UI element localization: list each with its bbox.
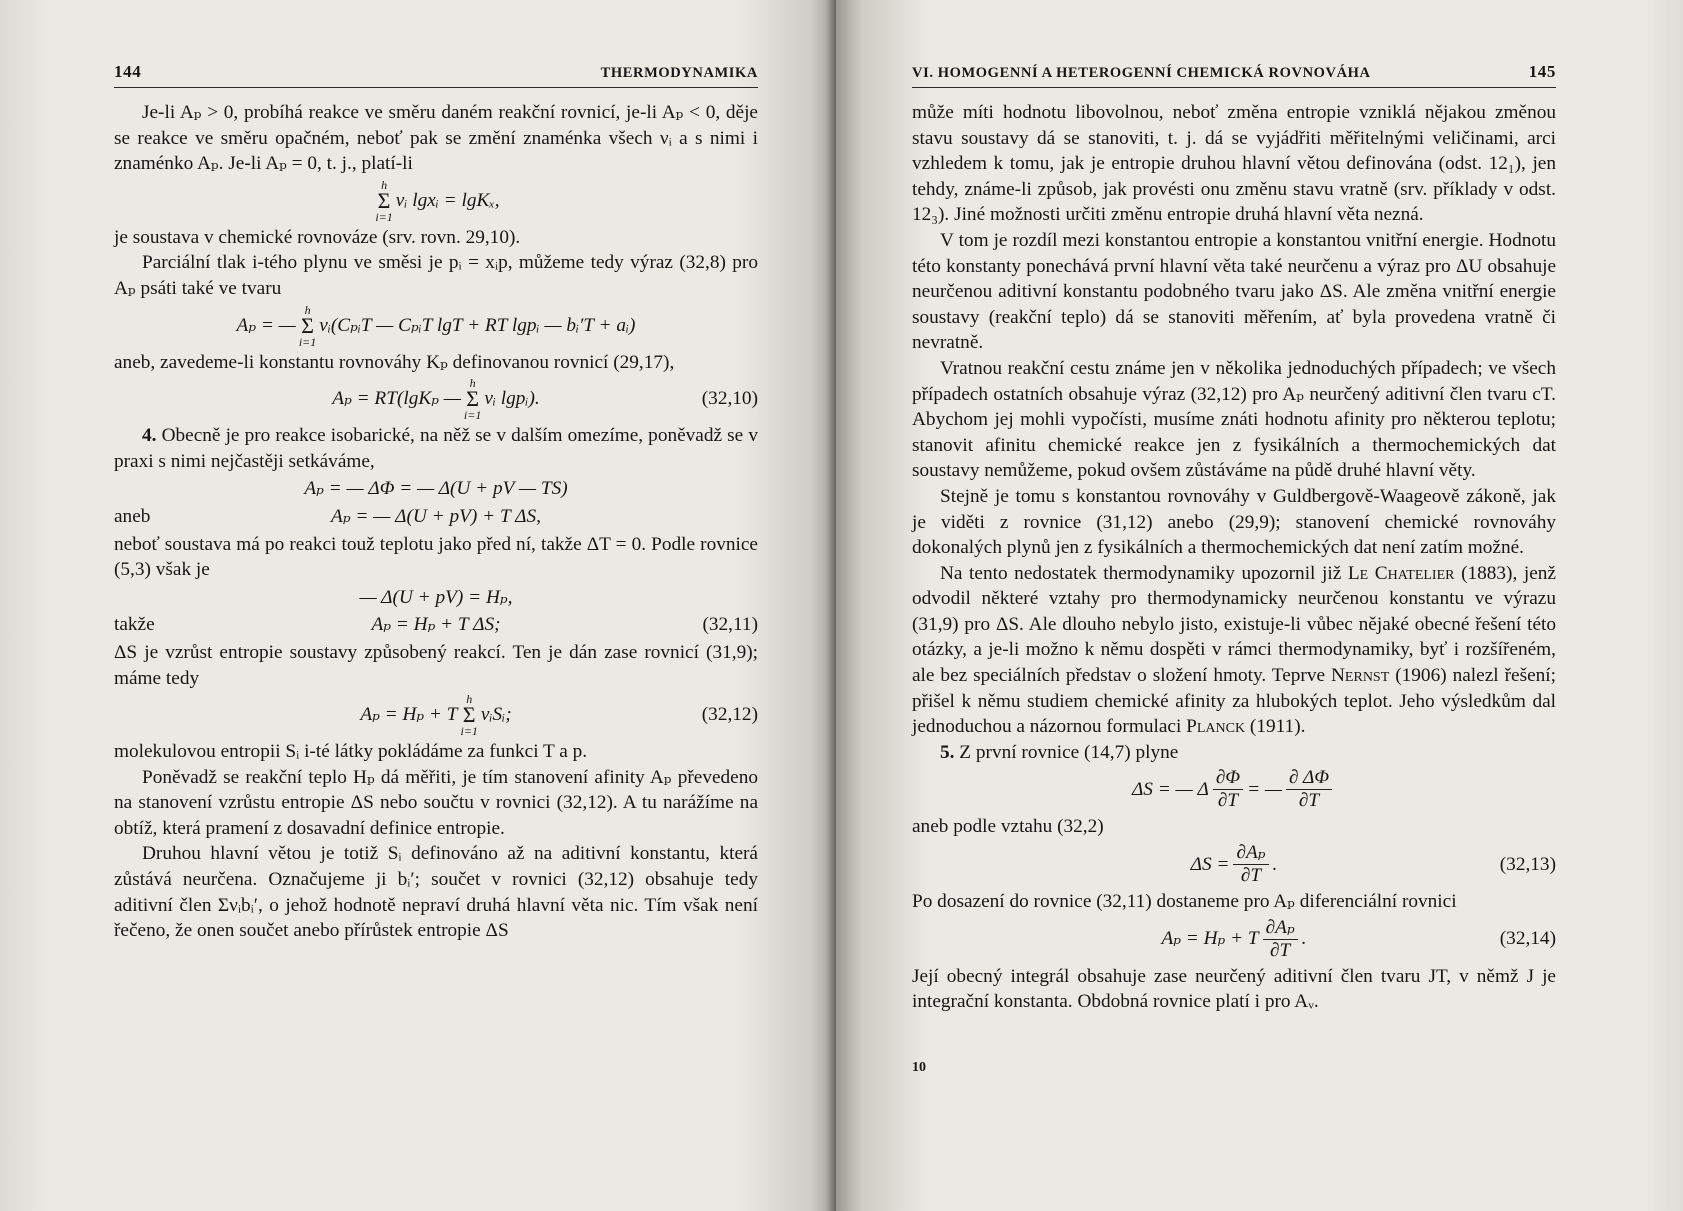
formula-32-13: ΔS = $\frac{\text{∂Aₚ}}{\partial T}$ . (32,13): [1190, 842, 1556, 887]
section-number: 4.: [142, 425, 157, 447]
equation-number: (32,14): [1499, 928, 1556, 950]
right-paragraph-7: aneb podle vztahu (32,2): [912, 816, 1104, 838]
formula-equilibrium: [114, 179, 758, 223]
left-paragraph-1: Je-li Aₚ > 0, probíhá reakce ve směru daném reakční rovnicí, je-li Aₚ < 0, děje se reakce ve směru opačném, neboť pak se změní znaménka všech νᵢ a s nimi i znaménko Aₚ. Je-li Aₚ = 0, t. j., platí-li: [114, 102, 758, 175]
left-page: [0, 0, 836, 1211]
formula-32-14: Aₚ = Hₚ + T $\frac{\text{∂Aₚ}}{\partial T}$ . (32,14): [1161, 916, 1556, 961]
right-paragraph-4: Stejně je tomu s konstantou rovnováhy v Guldbergově-Waageově zákoně, jak je viděti z rovnice (31,12) anebo (29,9); stanovení chemické rovnováhy dokonalých plynů jen z fysikálních a thermochemických dat není zatím možné.: [912, 485, 1556, 559]
left-paragraph-4: aneb, zavedeme-li konstantu rovnováhy Kₚ definovanou rovnicí (29,17),: [114, 351, 675, 373]
author-name: Le Chatelier: [1347, 562, 1455, 584]
left-paragraph-10: Druhou hlavní větou je totiž Sᵢ definováno až na aditivní konstantu, která zůstává neurčena. Označujeme ji bᵢ′; součet v rovnici (32,12) obsahuje tedy aditivní člen Σνᵢbᵢ′, o jehož hodnotě nepraví druhá hlavní věta nic. Tím však není řečeno, že onen součet anebo přírůstek entropie ΔS: [114, 843, 758, 942]
left-running-title: THERMODYNAMIKA: [600, 65, 758, 81]
left-paragraph-2: je soustava v chemické rovnováze (srv. rovn. 29,10).: [114, 226, 521, 248]
formula-1-text: νᵢ lgxᵢ = lgKₓ,: [395, 189, 500, 211]
left-paragraph-6: neboť soustava má po reakci touž teplotu jako před ní, takže ΔT = 0. Podle rovnice (5,3) však je: [114, 533, 758, 581]
right-paragraph-3: Vratnou reakční cestu známe jen v několika jednoduchých případech; ve všech případech ostatních obsahuje výraz (32,12) pro Aₚ neurčený aditivní člen tvaru cT. Abychom jej mohli vypočísti, musíme znáti hodnotu afinity pro některou teplotu; stanovit afinitu chemické reakce jen z fysikálních a thermochemických dat soustavy nemůžeme, pokud ovšem zůstáváme na půdě druhé hlavní věty.: [912, 357, 1556, 482]
right-page: [836, 0, 1683, 1211]
fraction: $\frac{\partial \Delta\Phi}{\partial T}$: [1286, 767, 1332, 812]
formula-isobaric-2: aneb Aₚ = — Δ(U + pV) + T ΔS,: [114, 504, 758, 530]
right-page-header: [912, 62, 1556, 88]
fraction: $\frac{\partial\Phi}{\partial T}$: [1213, 767, 1243, 812]
formula-entropy-derivative: ΔS = — Δ $\frac{\partial\Phi}{\partial T}$ = — $\frac{\partial \Delta\Phi}{\partial T}$: [912, 767, 1556, 812]
formula-isobaric-1: Aₚ = — ΔΦ = — Δ(U + pV — TS): [304, 478, 568, 500]
left-paragraph-5: 4. Obecně je pro reakce isobarické, na něž se v dalším omezíme, poněvadž se v praxi s nimi nejčastěji setkáváme,: [114, 425, 758, 472]
fraction: $\frac{\text{∂Aₚ}}{\partial T}$: [1263, 917, 1298, 962]
left-page-content: [114, 62, 758, 944]
formula-2-rhs: νᵢ(CₚᵢT — CₚᵢT lgT + RT lgpᵢ — bᵢ′T + aᵢ): [319, 314, 636, 336]
formula-affinity-expanded: [114, 304, 758, 348]
equation-number: (32,11): [702, 614, 758, 636]
author-name: Nernst: [1331, 665, 1390, 687]
right-running-title: VI. HOMOGENNÍ A HETEROGENNÍ CHEMICKÁ ROVNOVÁHA: [912, 65, 1371, 81]
sum-symbol: h Σ i=1: [298, 302, 317, 349]
takze-label: takže: [114, 614, 155, 636]
formula-32-11: takže Aₚ = Hₚ + T ΔS; (32,11): [114, 612, 758, 638]
right-page-number: 145: [1528, 62, 1556, 81]
aneb-label: aneb: [114, 505, 151, 527]
signature-mark: 10: [912, 1059, 926, 1075]
sum-symbol: h Σ i=1: [463, 376, 482, 423]
left-paragraph-3: Parciální tlak i-tého plynu ve směsi je pᵢ = xᵢp, můžeme tedy výraz (32,8) pro Aₚ psáti také ve tvaru: [114, 252, 758, 299]
equation-number: (32,12): [701, 704, 758, 726]
right-page-text: [912, 100, 1556, 1080]
formula-3-rhs: νᵢ lgpᵢ).: [484, 388, 540, 410]
right-paragraph-9: Její obecný integrál obsahuje zase neurčený aditivní člen tvaru JT, v němž J je integrační konstanta. Obdobná rovnice platí i pro Aᵥ.: [912, 965, 1556, 1013]
right-paragraph-8: Po dosazení do rovnice (32,11) dostaneme pro Aₚ diferenciální rovnici: [912, 891, 1457, 913]
right-paragraph-6: 5. Z první rovnice (14,7) plyne: [940, 741, 1179, 763]
fraction: $\frac{\text{∂Aₚ}}{\partial T}$: [1233, 842, 1268, 887]
right-paragraph-5: Na tento nedostatek thermodynamiky upozornil již Le Chatelier (1883), jenž odvodil některé vztahy pro thermodynamicky neurčenou konstantu ve výrazu (31,9) pro ΔS. Ale dlouho nebylo jisto, existuje-li vůbec nějaké obecné řešení této otázky, a je-li možno k němu dospěti v rámci thermodynamiky, byť i rozšířeném, ale bez speciálních představ o složení hmoty. Teprve Nernst (1906) nalezl řešení; přišel k němu studiem chemické afinity za hlubokých teplot. Jeho výsledkům dal jednoduchou a názornou formulaci Planck (1911).: [912, 562, 1556, 738]
equation-number: (32,10): [701, 388, 758, 410]
formula-2-lhs: Aₚ = —: [236, 314, 296, 336]
left-paragraph-8: molekulovou entropii Sᵢ i-té látky pokládáme za funkci T a p.: [114, 741, 588, 763]
equation-number: (32,13): [1499, 853, 1556, 875]
formula-enthalpy: — Δ(U + pV) = Hₚ,: [359, 586, 513, 608]
left-paragraph-9: Poněvadž se reakční teplo Hₚ dá měřiti, je tím stanovení afinity Aₚ převedeno na stanovení vzrůstu entropie ΔS nebo součtu v rovnici (32,12). A tu narážíme na obtíž, která pramení z dosavadní definice entropie.: [114, 766, 758, 839]
sum-symbol: h Σ i=1: [375, 177, 393, 224]
right-paragraph-2: V tom je rozdíl mezi konstantou entropie a konstantou vnitřní energie. Hodnotu této konstanty ponechává první hlavní věta také neurčenu a výraz pro ΔU obsahuje neurčenou aditivní konstantu podobného tvaru jako ΔS. Ale změna vnitřní energie soustavy (reakční teplo) dá se stanoviti měřením, ať byla provedena vratně či nevratně.: [912, 229, 1556, 354]
section-number: 5.: [940, 741, 955, 763]
formula-32-10: [114, 377, 758, 421]
right-paragraph-1: může míti hodnotu libovolnou, neboť změna entropie vzniklá nějakou změnou stavu soustavy dá se stanoviti, t. j. dá se vyjádřiti měřitelnými veličinami, arci vzhledem k tomu, jak je entropie druhou hlavní větou definována (odst. 12₁), jen tehdy, známe-li způsob, jak provésti onu změnu stavu vratně (srv. příklady v odst. 12₃). Jiné možnosti určiti změnu entropie druhá hlavní věta nezná.: [912, 102, 1556, 226]
author-name: Planck: [1186, 716, 1246, 738]
left-page-number: 144: [114, 62, 142, 81]
formula-3-lhs: Aₚ = RT(lgKₚ —: [332, 388, 461, 410]
formula-32-12: Aₚ = Hₚ + T h Σ i=1 νᵢSᵢ; (32,12): [360, 692, 758, 739]
sum-symbol: h Σ i=1: [460, 692, 478, 739]
right-page-content: [912, 62, 1556, 1080]
left-page-header: [114, 62, 758, 88]
left-paragraph-7: ΔS je vzrůst entropie soustavy způsobený reakcí. Ten je dán zase rovnicí (31,9); máme tedy: [114, 641, 758, 689]
left-page-text: [114, 100, 758, 944]
